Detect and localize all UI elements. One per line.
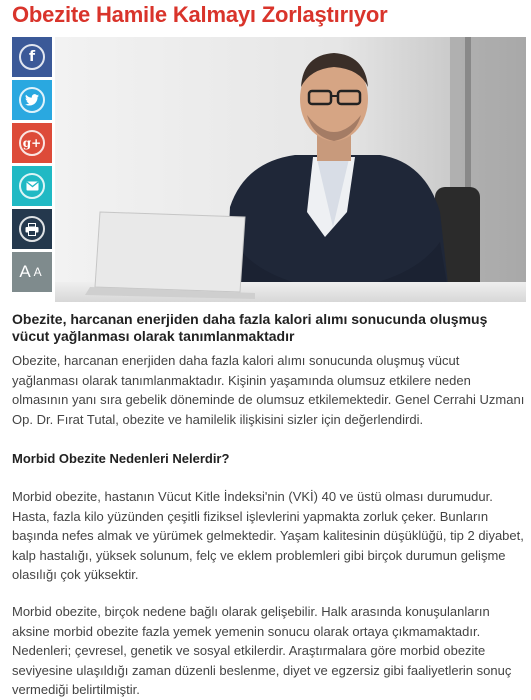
article-title: Obezite Hamile Kalmayı Zorlaştırıyor — [12, 2, 388, 27]
font-size-button[interactable]: A A — [12, 252, 52, 292]
article-lead: Obezite, harcanan enerjiden daha fazla kalori alımı sonucunda oluşmuş vücut yağlanması olarak tanımlanmaktadır — [12, 311, 488, 344]
twitter-share-button[interactable] — [12, 80, 52, 120]
print-button[interactable] — [12, 209, 52, 249]
mail-share-button[interactable] — [12, 166, 52, 206]
font-size-icon: A — [19, 262, 34, 281]
article-paragraph: Morbid obezite, hastanın Vücut Kitle İndeksi'nin (VKİ) 40 ve üstü olması durumudur. Hasta, fazla kilo yüzünden çeşitli fiziksel işlevlerini yapmakta zorluk çeker. Bunların başında nefes almak ve yürümek gelmektedir. Yaşam kalitesinin düşüklüğü, tip 2 diyabet, kalp hastalığı, yüksek solunum, felç ve eklem problemleri gibi birçok durumun gelişme olasılığı çok yüksektir. — [12, 489, 524, 582]
twitter-icon — [19, 87, 45, 113]
facebook-share-button[interactable] — [12, 37, 52, 77]
share-toolbar — [12, 37, 52, 295]
mail-icon — [19, 173, 45, 199]
article-paragraph: Obezite, harcanan enerjiden daha fazla kalori alımı sonucunda oluşmuş vücut yağlanması olarak tanımlanmaktadır. Kişinin yaşamında olumsuz etkilere neden olmasının yanı sıra gebelik döneminde de olumsuz etkilemektedir. Genel Cerrahi Uzmanı Op. Dr. Fırat Tutal, obezite ve hamilelik ilişkisini sizler için değerlendirdi. — [12, 353, 525, 427]
print-icon — [19, 216, 45, 242]
google-plus-share-button[interactable] — [12, 123, 52, 163]
article-paragraph: Morbid obezite, birçok nedene bağlı olarak gelişebilir. Halk arasında konuşulanların aksine morbid obezite fazla yemek yemenin sonucu olarak ortaya çıkmamaktadır. Nedenleri; çevresel, genetik ve sosyal etkilerdir. Araştırmalara göre morbid obezite seviyesine ulaşıldığı zaman düzenli beslenme, diyet ve egzersiz gibi faaliyetlerin sonuç vermediği belirtilmiştir. — [12, 604, 512, 697]
article-hero-image — [55, 37, 526, 302]
article-subheading: Morbid Obezite Nedenleri Nelerdir? — [12, 451, 230, 466]
google-plus-icon: g+ — [19, 130, 45, 156]
facebook-icon: f — [19, 44, 45, 70]
